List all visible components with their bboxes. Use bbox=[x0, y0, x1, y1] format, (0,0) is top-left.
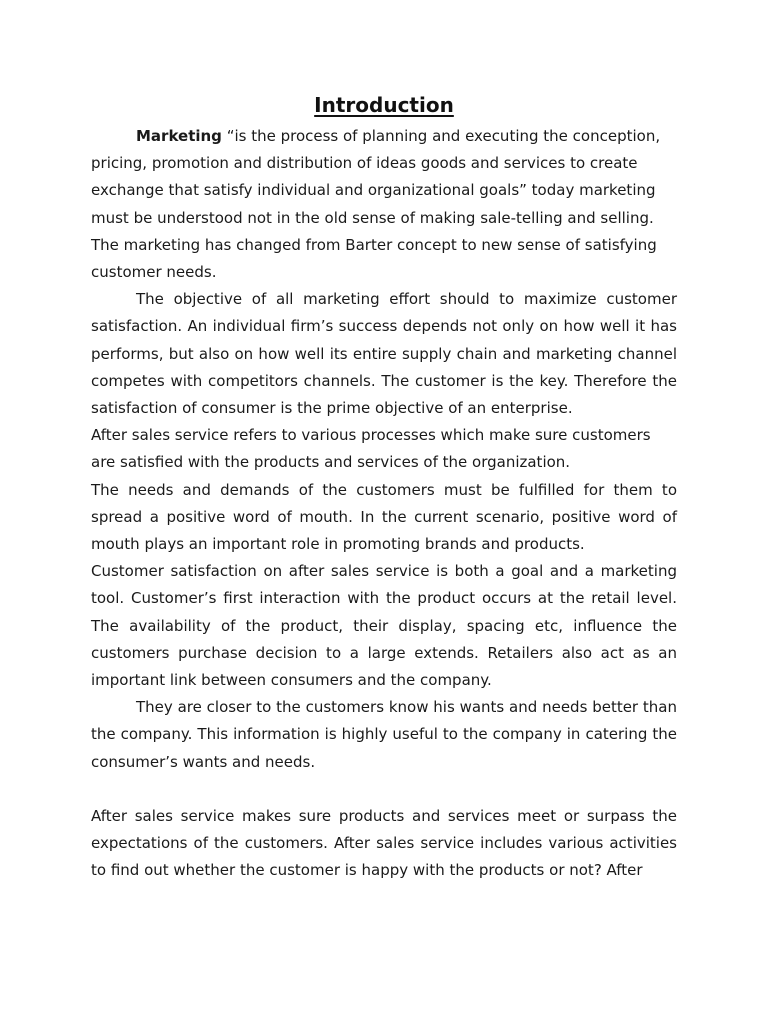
blank-line bbox=[91, 776, 677, 803]
paragraph-objective: The objective of all marketing effort should to maximize customer satisfaction. An individual firm’s success depends not only on how well it has performs, but also on how well its entire supply chain and marketing channel competes with competitors channels. The customer is the key. Therefore the satisfaction of consumer is the prime objective of an enterprise. bbox=[91, 290, 677, 418]
paragraph-customer-satisfaction: Customer satisfaction on after sales service is both a goal and a marketing tool. Customer’s first interaction with the product occurs at the retail level. The availability of the product, their display, spacing etc, influence the customers purchase decision to a large extends. Retailers also act as an important link between consumers and the company. bbox=[91, 562, 677, 690]
paragraph-after-sales-expectations: After sales service makes sure products and services meet or surpass the expectations of the customers. After sales service includes various activities to find out whether the customer is happy with the products or not? After bbox=[91, 807, 677, 880]
document-title: Introduction bbox=[314, 93, 454, 117]
paragraph-after-sales-definition: After sales service refers to various processes which make sure customers are satisfied with the products and services of the organization. bbox=[91, 426, 651, 472]
term-marketing: Marketing bbox=[136, 127, 222, 145]
document-body bbox=[91, 123, 677, 885]
paragraph-needs-demands: The needs and demands of the customers must be fulfilled for them to spread a positive word of mouth. In the current scenario, positive word of mouth plays an important role in promoting brands and products. bbox=[91, 480, 677, 554]
paragraph-text: “is the process of planning and executing the conception, pricing, promotion and distribution of ideas goods and services to create exchange that satisfy individual and organizational goals” today marketing must be understood not in the old sense of making sale-telling and selling. The marketing has changed from Barter concept to new sense of satisfying customer needs. bbox=[91, 127, 661, 282]
paragraph-retailers-closer: They are closer to the customers know his wants and needs better than the company. This information is highly useful to the company in catering the consumer’s wants and needs. bbox=[91, 698, 677, 771]
paragraph-marketing-definition bbox=[91, 123, 677, 286]
